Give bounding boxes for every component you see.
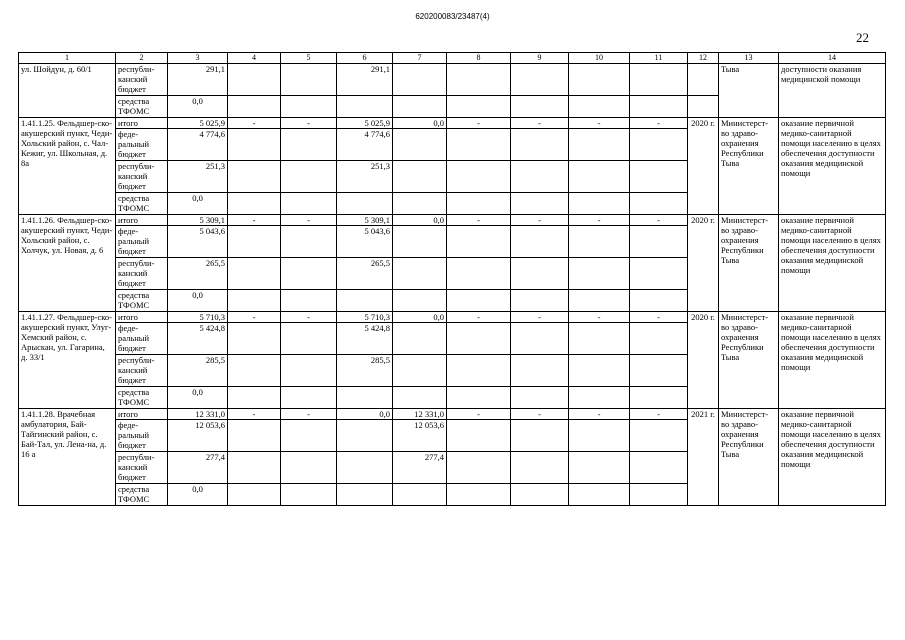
executor-cell: Министерст-во здраво-охранения Республики Тыва bbox=[719, 409, 779, 506]
year-value-cell bbox=[228, 484, 281, 506]
year-value-cell bbox=[228, 323, 281, 355]
funding-source-cell: итого bbox=[116, 409, 168, 420]
total-value-cell: 5 025,9 bbox=[168, 118, 228, 129]
year-value-cell: 277,4 bbox=[393, 452, 447, 484]
year-value-cell: - bbox=[281, 215, 337, 226]
year-value-cell bbox=[447, 226, 511, 258]
total-value-cell: 5 710,3 bbox=[168, 312, 228, 323]
year-value-cell: 5 710,3 bbox=[337, 312, 393, 323]
column-number-4: 4 bbox=[228, 53, 281, 64]
year-value-cell bbox=[393, 226, 447, 258]
funding-source-cell: средства ТФОМС bbox=[116, 484, 168, 506]
year-value-cell: 5 309,1 bbox=[337, 215, 393, 226]
year-value-cell bbox=[630, 484, 688, 506]
total-value-cell: 285,5 bbox=[168, 355, 228, 387]
year-value-cell bbox=[393, 161, 447, 193]
year-value-cell: 0,0 bbox=[337, 409, 393, 420]
year-value-cell bbox=[630, 290, 688, 312]
executor-cell: Министерст-во здраво-охранения Республики Тыва bbox=[719, 312, 779, 409]
purpose-cell: оказание первичной медико-санитарной помощи населению в целях обеспечения доступности оказания медицинской помощи bbox=[779, 409, 886, 506]
year-value-cell bbox=[281, 452, 337, 484]
year-value-cell bbox=[630, 355, 688, 387]
year-value-cell bbox=[630, 193, 688, 215]
year-value-cell bbox=[511, 323, 569, 355]
year-value-cell: - bbox=[447, 118, 511, 129]
year-value-cell: - bbox=[569, 118, 630, 129]
year-value-cell bbox=[393, 387, 447, 409]
year-value-cell bbox=[228, 226, 281, 258]
funding-source-cell: республи-канский бюджет bbox=[116, 161, 168, 193]
total-value-cell: 0,0 bbox=[168, 96, 228, 118]
executor-cell: Тыва bbox=[719, 64, 779, 118]
year-value-cell bbox=[511, 129, 569, 161]
total-value-cell: 265,5 bbox=[168, 258, 228, 290]
column-number-1: 1 bbox=[19, 53, 116, 64]
year-value-cell bbox=[281, 387, 337, 409]
year-value-cell bbox=[447, 387, 511, 409]
year-value-cell bbox=[337, 387, 393, 409]
funding-source-cell: феде-ральный бюджет bbox=[116, 420, 168, 452]
year-value-cell bbox=[511, 226, 569, 258]
year-value-cell bbox=[630, 129, 688, 161]
year-cell: 2020 г. bbox=[688, 215, 719, 312]
year-value-cell bbox=[337, 193, 393, 215]
funding-source-cell: республи-канский бюджет bbox=[116, 64, 168, 96]
budget-table bbox=[18, 52, 886, 506]
column-number-6: 6 bbox=[337, 53, 393, 64]
funding-source-cell: республи-канский бюджет bbox=[116, 258, 168, 290]
year-value-cell bbox=[393, 323, 447, 355]
funding-source-cell: средства ТФОМС bbox=[116, 387, 168, 409]
year-value-cell: - bbox=[281, 409, 337, 420]
year-value-cell bbox=[630, 161, 688, 193]
funding-source-cell: средства ТФОМС bbox=[116, 193, 168, 215]
year-value-cell: 265,5 bbox=[337, 258, 393, 290]
year-value-cell: - bbox=[511, 118, 569, 129]
column-number-8: 8 bbox=[447, 53, 511, 64]
year-value-cell bbox=[511, 420, 569, 452]
year-value-cell bbox=[569, 193, 630, 215]
year-value-cell: - bbox=[630, 409, 688, 420]
year-value-cell bbox=[447, 193, 511, 215]
purpose-cell: оказание первичной медико-санитарной помощи населению в целях обеспечения доступности оказания медицинской помощи bbox=[779, 215, 886, 312]
object-name-cell: 1.41.1.28. Врачебная амбулатория, Бай-Тайгинский район, с. Бай-Тал, ул. Лена-на, д. 16 а bbox=[19, 409, 116, 506]
year-value-cell bbox=[228, 290, 281, 312]
total-value-cell: 5 309,1 bbox=[168, 215, 228, 226]
purpose-cell: оказание первичной медико-санитарной помощи населению в целях обеспечения доступности оказания медицинской помощи bbox=[779, 118, 886, 215]
funding-source-cell: итого bbox=[116, 118, 168, 129]
funding-source-cell: феде-ральный бюджет bbox=[116, 226, 168, 258]
year-value-cell: 251,3 bbox=[337, 161, 393, 193]
year-value-cell bbox=[511, 290, 569, 312]
year-value-cell: - bbox=[281, 312, 337, 323]
year-value-cell bbox=[447, 129, 511, 161]
year-value-cell bbox=[281, 355, 337, 387]
year-value-cell: - bbox=[511, 312, 569, 323]
year-value-cell: 285,5 bbox=[337, 355, 393, 387]
year-value-cell bbox=[511, 355, 569, 387]
year-value-cell bbox=[630, 258, 688, 290]
year-value-cell: - bbox=[569, 312, 630, 323]
year-value-cell bbox=[281, 258, 337, 290]
total-value-cell: 5 424,8 bbox=[168, 323, 228, 355]
executor-cell: Министерст-во здраво-охранения Республики Тыва bbox=[719, 118, 779, 215]
year-value-cell: - bbox=[511, 215, 569, 226]
total-value-cell: 0,0 bbox=[168, 193, 228, 215]
table-row bbox=[19, 409, 886, 420]
year-value-cell bbox=[337, 484, 393, 506]
year-value-cell: 12 331,0 bbox=[393, 409, 447, 420]
year-value-cell bbox=[337, 420, 393, 452]
object-name-cell: 1.41.1.25. Фельдшер-ско-акушерский пункт, Чеди-Хольский район, с. Чал-Кежиг, ул. Школьная, д. 8а bbox=[19, 118, 116, 215]
total-value-cell: 12 053,6 bbox=[168, 420, 228, 452]
year-cell: 2021 г. bbox=[688, 409, 719, 506]
total-value-cell: 291,1 bbox=[168, 64, 228, 96]
year-value-cell bbox=[281, 226, 337, 258]
table-row bbox=[19, 215, 886, 226]
year-value-cell bbox=[511, 484, 569, 506]
year-value-cell: - bbox=[569, 215, 630, 226]
year-value-cell: 4 774,6 bbox=[337, 129, 393, 161]
total-value-cell: 12 331,0 bbox=[168, 409, 228, 420]
funding-source-cell: средства ТФОМС bbox=[116, 290, 168, 312]
year-value-cell bbox=[228, 129, 281, 161]
total-value-cell: 0,0 bbox=[168, 484, 228, 506]
column-number-14: 14 bbox=[779, 53, 886, 64]
total-value-cell: 251,3 bbox=[168, 161, 228, 193]
year-value-cell bbox=[393, 355, 447, 387]
year-value-cell: - bbox=[228, 312, 281, 323]
column-number-2: 2 bbox=[116, 53, 168, 64]
purpose-cell: доступности оказания медицинской помощи bbox=[779, 64, 886, 118]
year-value-cell: - bbox=[228, 215, 281, 226]
year-value-cell: - bbox=[447, 312, 511, 323]
funding-source-cell: феде-ральный бюджет bbox=[116, 323, 168, 355]
total-value-cell: 4 774,6 bbox=[168, 129, 228, 161]
year-value-cell bbox=[569, 258, 630, 290]
total-value-cell: 0,0 bbox=[168, 387, 228, 409]
object-name-cell: 1.41.1.26. Фельдшер-ско-акушерский пункт, Чеди-Хольский район, с. Холчук, ул. Новая, д. 6 bbox=[19, 215, 116, 312]
year-value-cell bbox=[393, 258, 447, 290]
year-value-cell bbox=[393, 290, 447, 312]
year-value-cell: - bbox=[511, 409, 569, 420]
year-value-cell bbox=[228, 452, 281, 484]
year-value-cell bbox=[447, 484, 511, 506]
year-value-cell bbox=[228, 387, 281, 409]
year-value-cell bbox=[569, 226, 630, 258]
funding-source-cell: итого bbox=[116, 215, 168, 226]
column-number-row bbox=[19, 53, 886, 64]
year-value-cell bbox=[630, 226, 688, 258]
year-value-cell bbox=[630, 420, 688, 452]
year-value-cell bbox=[281, 129, 337, 161]
year-cell: 2020 г. bbox=[688, 312, 719, 409]
funding-source-cell: республи-канский бюджет bbox=[116, 452, 168, 484]
year-value-cell bbox=[630, 452, 688, 484]
year-value-cell bbox=[281, 193, 337, 215]
year-value-cell bbox=[569, 161, 630, 193]
year-value-cell: - bbox=[447, 409, 511, 420]
table-row bbox=[19, 312, 886, 323]
year-value-cell bbox=[447, 161, 511, 193]
year-value-cell bbox=[569, 420, 630, 452]
year-value-cell bbox=[281, 323, 337, 355]
year-value-cell bbox=[228, 420, 281, 452]
year-value-cell bbox=[569, 323, 630, 355]
year-value-cell bbox=[511, 387, 569, 409]
year-value-cell bbox=[447, 355, 511, 387]
year-value-cell: 0,0 bbox=[393, 118, 447, 129]
year-value-cell: - bbox=[630, 312, 688, 323]
year-value-cell bbox=[569, 484, 630, 506]
year-value-cell bbox=[569, 290, 630, 312]
year-value-cell bbox=[281, 484, 337, 506]
total-value-cell: 5 043,6 bbox=[168, 226, 228, 258]
year-value-cell: - bbox=[228, 409, 281, 420]
column-number-3: 3 bbox=[168, 53, 228, 64]
year-value-cell bbox=[447, 258, 511, 290]
year-value-cell bbox=[511, 193, 569, 215]
year-value-cell: 5 025,9 bbox=[337, 118, 393, 129]
year-value-cell bbox=[630, 387, 688, 409]
column-number-10: 10 bbox=[569, 53, 630, 64]
year-value-cell bbox=[337, 290, 393, 312]
year-value-cell bbox=[569, 355, 630, 387]
year-value-cell bbox=[337, 452, 393, 484]
year-value-cell bbox=[447, 452, 511, 484]
year-value-cell bbox=[447, 323, 511, 355]
year-value-cell: - bbox=[569, 409, 630, 420]
year-value-cell bbox=[228, 161, 281, 193]
column-number-9: 9 bbox=[511, 53, 569, 64]
year-value-cell bbox=[447, 290, 511, 312]
year-value-cell bbox=[447, 420, 511, 452]
year-value-cell bbox=[569, 129, 630, 161]
year-value-cell bbox=[630, 323, 688, 355]
year-value-cell bbox=[228, 355, 281, 387]
year-value-cell: - bbox=[630, 215, 688, 226]
year-value-cell bbox=[228, 193, 281, 215]
year-value-cell bbox=[393, 484, 447, 506]
year-value-cell: - bbox=[228, 118, 281, 129]
executor-cell: Министерст-во здраво-охранения Республики Тыва bbox=[719, 215, 779, 312]
total-value-cell: 277,4 bbox=[168, 452, 228, 484]
year-cell: 2020 г. bbox=[688, 118, 719, 215]
year-value-cell bbox=[393, 193, 447, 215]
page-number: 22 bbox=[856, 30, 869, 45]
year-value-cell: - bbox=[630, 118, 688, 129]
year-value-cell bbox=[281, 420, 337, 452]
year-value-cell: 0,0 bbox=[393, 215, 447, 226]
year-value-cell bbox=[393, 129, 447, 161]
column-number-11: 11 bbox=[630, 53, 688, 64]
funding-source-cell: средства ТФОМС bbox=[116, 96, 168, 118]
year-value-cell bbox=[228, 258, 281, 290]
document-code: 620200083/23487(4) bbox=[415, 12, 490, 21]
year-value-cell: - bbox=[447, 215, 511, 226]
year-value-cell bbox=[281, 161, 337, 193]
year-value-cell: 5 424,8 bbox=[337, 323, 393, 355]
year-value-cell: 291,1 bbox=[337, 64, 393, 96]
object-name-cell: 1.41.1.27. Фельдшер-ско-акушерский пункт, Улуг-Хемский район, с. Арыскан, ул. Гагарина, д. 33/1 bbox=[19, 312, 116, 409]
table-row bbox=[19, 118, 886, 129]
year-value-cell bbox=[511, 258, 569, 290]
object-name-cell: ул. Шойдун, д. 60/1 bbox=[19, 64, 116, 118]
year-value-cell: - bbox=[281, 118, 337, 129]
table-row bbox=[19, 64, 886, 96]
column-number-7: 7 bbox=[393, 53, 447, 64]
year-value-cell: 5 043,6 bbox=[337, 226, 393, 258]
column-number-5: 5 bbox=[281, 53, 337, 64]
funding-source-cell: итого bbox=[116, 312, 168, 323]
year-value-cell: 12 053,6 bbox=[393, 420, 447, 452]
year-value-cell: 0,0 bbox=[393, 312, 447, 323]
year-value-cell bbox=[511, 161, 569, 193]
funding-source-cell: республи-канский бюджет bbox=[116, 355, 168, 387]
column-number-13: 13 bbox=[719, 53, 779, 64]
funding-source-cell: феде-ральный бюджет bbox=[116, 129, 168, 161]
year-value-cell bbox=[569, 387, 630, 409]
year-value-cell bbox=[569, 452, 630, 484]
total-value-cell: 0,0 bbox=[168, 290, 228, 312]
year-value-cell bbox=[511, 452, 569, 484]
purpose-cell: оказание первичной медико-санитарной помощи населению в целях обеспечения доступности оказания медицинской помощи bbox=[779, 312, 886, 409]
column-number-12: 12 bbox=[688, 53, 719, 64]
year-value-cell bbox=[281, 290, 337, 312]
